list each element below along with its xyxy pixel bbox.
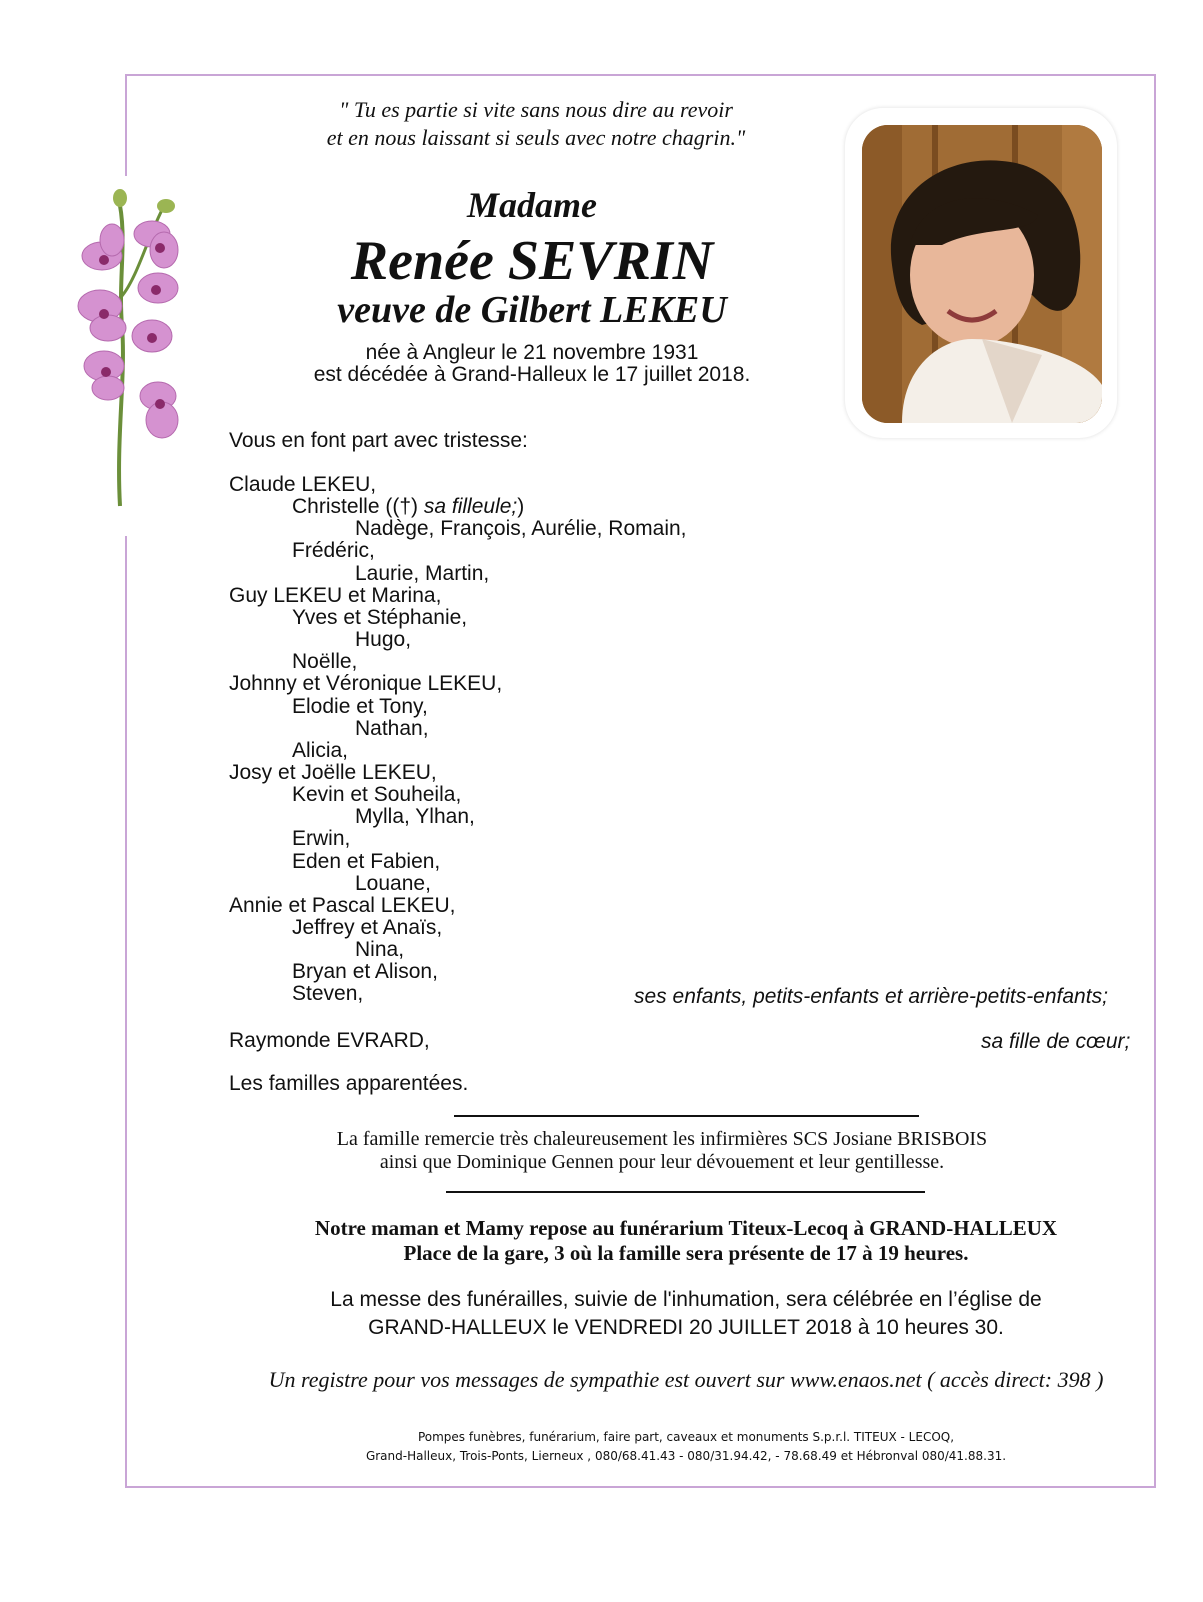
- family-member-text: Yves et Stéphanie,: [292, 605, 468, 629]
- relatives-line: Les familles apparentées.: [229, 1072, 469, 1095]
- family-member-text: Noëlle,: [292, 650, 358, 674]
- portrait-frame: [845, 108, 1117, 438]
- family-member-line: [292, 961, 438, 983]
- family-member-text: Hugo,: [355, 628, 412, 652]
- family-member-line: [229, 474, 376, 496]
- family-member-text: Nina,: [355, 938, 405, 962]
- family-member-text: Frédéric,: [292, 539, 375, 563]
- family-member-line: [292, 540, 375, 562]
- family-member-text: Guy LEKEU et Marina,: [229, 583, 442, 607]
- quote-line-2: et en nous laissant si seuls avec notre chagrin.": [326, 125, 746, 150]
- funeral-line-2: GRAND-HALLEUX le VENDREDI 20 JUILLET 2018 à 10 heures 30.: [368, 1316, 1004, 1339]
- other-relative-relation: sa fille de cœur;: [981, 1030, 1131, 1053]
- family-member-line: [355, 629, 411, 651]
- other-relative-name: Raymonde EVRARD,: [229, 1029, 430, 1052]
- family-member-line: [355, 718, 429, 740]
- family-member-text: Nathan,: [355, 716, 429, 740]
- announce-line: Vous en font part avec tristesse:: [229, 429, 528, 452]
- family-member-text: Louane,: [355, 871, 431, 895]
- family-member-line: [229, 673, 502, 695]
- registry-line: Un registre pour vos messages de sympathie est ouvert sur www.enaos.net ( accès direct: 398 ): [268, 1367, 1104, 1392]
- family-member-suffix: ): [517, 495, 525, 519]
- honorific: Madame: [467, 185, 597, 225]
- divider-bottom: [446, 1191, 925, 1193]
- divider-top: [454, 1115, 919, 1117]
- family-member-line: [292, 651, 357, 673]
- family-member-text: Claude LEKEU,: [229, 473, 377, 496]
- family-member-text: Steven,: [292, 982, 364, 1006]
- family-member-line: [229, 585, 441, 607]
- family-member-text: Erwin,: [292, 827, 351, 851]
- family-member-line: [355, 563, 489, 585]
- family-member-text: Bryan et Alison,: [292, 960, 438, 984]
- family-member-line: [292, 696, 428, 718]
- family-member-line: [292, 917, 442, 939]
- family-member-line: [355, 518, 687, 540]
- quote-line-1: " Tu es partie si vite sans nous dire au revoir: [339, 97, 733, 122]
- orchid-decoration: [68, 176, 198, 536]
- portrait-photo: [862, 125, 1102, 423]
- family-member-line: [355, 806, 475, 828]
- family-member-text: Elodie et Tony,: [292, 694, 428, 718]
- family-member-text: Nadège, François, Aurélie, Romain,: [355, 517, 687, 541]
- spouse-line: veuve de Gilbert LEKEU: [337, 289, 727, 331]
- family-member-text: Jeffrey et Anaïs,: [292, 916, 443, 939]
- family-member-text: Kevin et Souheila,: [292, 783, 462, 807]
- family-member-text: Mylla, Ylhan,: [355, 805, 475, 829]
- repose-line-2: Place de la gare, 3 où la famille sera présente de 17 à 19 heures.: [403, 1241, 969, 1265]
- deceased-name: Renée SEVRIN: [350, 230, 714, 292]
- family-member-text: Christelle ((†): [292, 495, 424, 519]
- repose-line-1: Notre maman et Mamy repose au funérarium Titeux-Lecoq à GRAND-HALLEUX: [314, 1216, 1058, 1240]
- family-member-line: [292, 784, 461, 806]
- family-member-line: [292, 740, 348, 762]
- family-member-text: Johnny et Véronique LEKEU,: [229, 672, 503, 696]
- family-member-line: [292, 496, 524, 518]
- family-member-line: [292, 828, 350, 850]
- family-member-text: Laurie, Martin,: [355, 561, 490, 585]
- thanks-line-1: La famille remercie très chaleureusement les infirmières SCS Josiane BRISBOIS: [336, 1128, 988, 1150]
- family-member-note: sa filleule;: [423, 495, 518, 519]
- relation-children: ses enfants, petits-enfants et arrière-petits-enfants;: [634, 985, 1108, 1008]
- orchid-flower-icon: [68, 176, 198, 536]
- family-member-text: Eden et Fabien,: [292, 849, 441, 873]
- family-member-line: [292, 607, 467, 629]
- family-member-text: Annie et Pascal LEKEU,: [229, 893, 456, 917]
- family-member-line: [355, 939, 404, 961]
- family-member-text: Josy et Joëlle LEKEU,: [229, 760, 437, 784]
- funeral-line-1: La messe des funérailles, suivie de l'inhumation, sera célébrée en l’église de: [330, 1288, 1042, 1311]
- death-line: est décédée à Grand-Halleux le 17 juillet 2018.: [313, 363, 751, 386]
- footer-line-1: Pompes funèbres, funérarium, faire part, caveaux et monuments S.p.r.l. TITEUX - LECOQ,: [417, 1430, 955, 1444]
- family-member-line: [229, 762, 437, 784]
- family-member-line: [229, 895, 455, 917]
- family-member-line: [292, 851, 440, 873]
- family-member-line: [355, 873, 431, 895]
- family-member-line: [292, 983, 363, 1005]
- thanks-line-2: ainsi que Dominique Gennen pour leur dévouement et leur gentillesse.: [379, 1151, 945, 1173]
- birth-line: née à Angleur le 21 novembre 1931: [365, 341, 699, 364]
- family-member-text: Alicia,: [292, 738, 349, 762]
- footer-line-2: Grand-Halleux, Trois-Ponts, Lierneux , 080/68.41.43 - 080/31.94.42, - 78.68.49 et Hébronval 080/41.88.31.: [365, 1449, 1007, 1463]
